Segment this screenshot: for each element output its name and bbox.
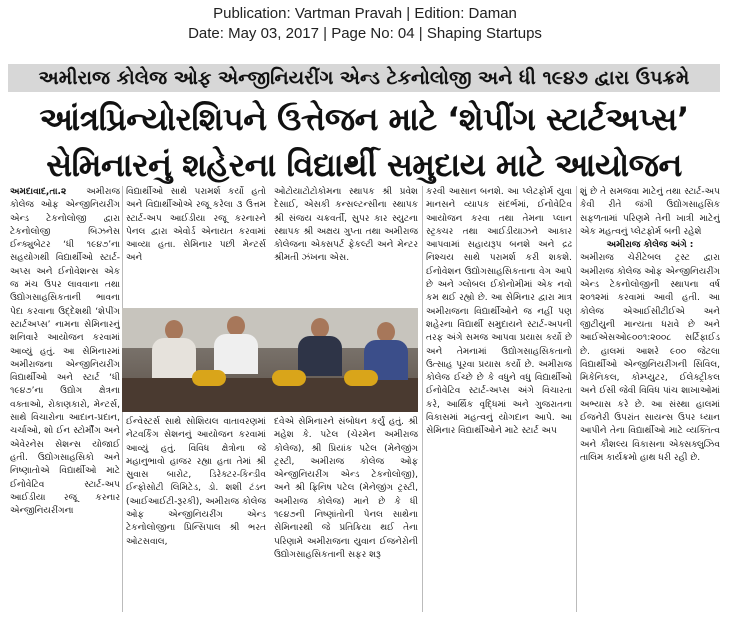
date-line: Date: May 03, 2017 | Page No: 04 | Shaping Startups xyxy=(188,25,542,42)
article-column-2-top xyxy=(126,186,266,306)
column-divider xyxy=(422,186,423,612)
photo-flowers xyxy=(344,370,378,386)
newspaper-clipping xyxy=(6,62,724,617)
column-divider xyxy=(576,186,577,612)
column-2-top-text: વિદ્યાર્થીઓ સાથે પરામર્શ કર્યો હતો અને વિદ્યાર્થીઓએ રજૂ કરેલા ૩ ઉત્તમ સ્ટાર્ટ-અપ આઈડીયા રજૂ કરનારને પેનલ દ્વારા એવોર્ડ એનાયત કરવામાં આવ્યા હતા. સેમિનાર પછી મેન્ટર્સ અને xyxy=(126,187,266,264)
article-column-3-bottom xyxy=(274,416,418,612)
article-column-4 xyxy=(426,186,572,612)
photo-flowers xyxy=(272,370,306,386)
column-4-text: કરવી આસાન બનશે. આ પ્લેટફોર્મ યુવા માનસને વ્યાપક સંદર્ભમાં, ઈનોવેટિવ આયોજન કરવા તથા તેમના પ્લાન સ્ટ્રક્ચર તથા આઈડીયાઝને આકાર આપવામાં સહાયરૂપ બનશે અને દ્રઢ નિશ્ચય સાથે પરામર્શ કરી શકશે. ઈનોવેશન ઉદ્યોગસાહસિકતાના વેગ આપે છે અને ગ્લોબલ ઈકોનોમીમાં એક નવો કમ થઈ રહ્યો છે. આ સેમિનાર દ્વારા માત્ર અમીરાજના વિદ્યાર્થીઓને જ નહીં પણ શહેરના વિદ્યાર્થી સમુદાયને સ્ટાર્ટ-અપની તરફ અંગે સમજ આપવા પ્રયાસ કર્યો છે અને તેમનામાં ઉદ્યોગસાહસિકતાનો ઉત્સાહ પૂરવા પ્રયાસ કર્યો છે. અમીરાજ કોલેજ ઈચ્છે છે કે વધુને વધુ વિદ્યાર્થીઓ ઈનોવેટિવ સ્ટાર્ટ-અપ્સ અંગે વિચારતા કરે, આર્થિક વૃદ્ધિમાં અને ગુજરાતના વિકાસમાં મહત્વનું યોગદાન આપે. આ સેમિનાર વિદ્યાર્થીઓને માટે સ્ટાર્ટ અપ xyxy=(426,187,572,437)
headline-line-1: આંત્રપ્રિન્યોરશિપને ઉત્તેજન માટે ‘શેપીંગ સ્ટાર્ટઅપ્સ’ xyxy=(39,100,689,138)
dateline: અમદાવાદ,તા.૨ xyxy=(10,187,67,197)
column-1-text: અમીરાજ કોલેજ ઓફ એન્જીનિયરીંગ એન્ડ ટેકનોલોજી દ્વારા ટેકનોલોજી બિઝનેસ ઈન્ક્યુબેટર ‘ધી ૧૯૪૭’ના સહયોગથી વિદ્યાર્થીઓ સ્ટાર્ટ-અપ્સ અને ઈનોવેશન્સ એક જ મંચ ઉપર લાવવાના તથા ઉદ્યોગસાહસિકતાની ભાવના પેદા કરવાના ઉદ્દેશથી ‘શેપીંગ સ્ટાર્ટઅપ્સ’ નામના સેમિનારનું શનિવારે આયોજન કરવામાં આવ્યું હતું. આ સેમિનારમાં અમીરાજના એન્જીનિયરીંગ વિદ્યાર્થીઓ અને સ્ટાર્ટ ‘ધી ૧૯૪૭’ના ઉદ્યોગ ક્ષેત્રના વક્તાઓ, રોકાણકારો, મેન્ટર્સ, સાથે વિચારોના આદાન-પ્રદાન, ચર્ચાઓ, શો ઈન સ્ટોર્મીંગ અને એવેરનેસ સેશન્સ યોજાઈ હતી. ઉદ્યોગસાહસિકો અને નિષ્ણાતોએ વિદ્યાર્થીઓ માટે ઈનોવેટિવ સ્ટાર્ટ-અપ આઈડીયા રજૂ કરનાર એન્જીનિયરીંગના xyxy=(10,187,120,517)
column-3-top-text: ઓટોયાટોટોકોમના સ્થાપક શ્રી પ્રવેશ દેસાઈ, એસકી કન્સલ્ટન્સીના સ્થાપક શ્રી સંજય ચક્રવર્તી, સુપર કાર સ્યુટના સ્થાપક શ્રી અક્ષય ગુપ્તા તથા અમીરાજ કોલેજના એક્સપર્ટ ફેકલ્ટી અને મેન્ટર શ્રીમતી ઝંખના એસ. xyxy=(274,187,418,264)
headline-line-2: સેમિનારનું શહેરના વિદ્યાર્થી સમુદાય માટે આયોજન xyxy=(46,146,682,184)
column-5-text-2: અમીરાજ ચેરીટેબલ ટ્રસ્ટ દ્વારા અમીરાજ કોલેજ ઓફ એન્જીનિયરીંગ એન્ડ ટેકનોલોજીની સ્થાપના વર્ષ ૨૦૧૨માં કરવામાં આવી હતી. આ કોલેજ એઆઈસીટીઈએ અને જીટીયુની માન્યતા ધરાવે છે અને આઈએસઓ૯૦૦૧:૨૦૦૮ સર્ટિફાઈડ છે. હાલમાં આશરે ૯૦૦ જેટલા વિદ્યાર્થીઓ એન્જીનિયરીંગની સિવિલ, મિકેનિકલ, કોમ્પ્યુટર, ઈલેક્ટ્રીકલ અને ઈસી જેવી વિવિધ પાંચ શાખાઓમાં અભ્યાસ કરે છે. આ સંસ્થા હાલમાં ઈજનેરી ઉપરાંત સાયન્સ ઉપર ધ્યાન આપીને તેના વિદ્યાર્થીઓ માટે વ્યક્તિત્વ અને કૌશલ્ય વિકાસના એક્સક્લુઝિવ તાલિમ કાર્યક્રમો હાથ ધરી રહી છે. xyxy=(580,253,720,463)
article-column-2-bottom xyxy=(126,416,266,612)
column-3-bottom-text: દવેએ સેમિનારને સંબોધન કર્યું હતું. શ્રી મહેશ કે. પટેલ (ચેરમેન અમીરાજ કોલેજ), શ્રી પ્રિયાંક પટેલ (મેનેજીંગ ટ્રસ્ટી, અમીરાજ કોલેજ ઓફ એન્જીનિયરીંગ એન્ડ ટેકનોલોજી), અને શ્રી ફ્રિનિષ પટેલ (મેનેજીંગ ટ્રસ્ટી, અમીરાજ કોલેજ) માને છે કે ધી ૧૯૪૭ની નિષ્ણાંતોની પેનલ સાથેના સેમિનારથી જે પ્રતિક્રિયા થઈ તેના પરિણામે અમીરાજના યુવાન ઈજનેરોની ઉદ્યોગસાહસિકતાની સફર શરૂ xyxy=(274,417,418,560)
article-column-3-top xyxy=(274,186,418,306)
article-kicker: અમીરાજ કોલેજ ઓફ એન્જીનિયરીંગ એન્ડ ટેકનોલોજી અને ધી ૧૯૪૭ દ્વારા ઉપક્રમે xyxy=(8,64,720,92)
seminar-photo xyxy=(122,308,418,412)
article-column-1 xyxy=(10,186,120,612)
publication-info xyxy=(0,4,730,44)
column-5-text: શું છે તે સમજવા માટેનું તથા સ્ટાર્ટ-અપ કેવી રીતે જંગી ઉદ્યોગસાહસિક સફળતામાં પરિણમે તેની ખાત્રી માટેનું એક મહત્વનું પ્લેટફોર્મ બની રહેશે xyxy=(580,187,720,237)
column-5-subhead: અમીરાજ કોલેજ અંગે : xyxy=(606,240,694,251)
column-2-bottom-text: ઈન્વેસ્ટર્સ સાથે સોશિયલ વાતાવરણમાં નેટવર્કિંગ સેશનનું આયોજન કરવામાં આવ્યું હતું. વિવિધ ક્ષેત્રોના જે મહાનુભાવો હાજર રહ્યા હતા તેમાં શ્રી સુવાસ બારોટ, ડિરેક્ટર-કિન્ડીવ ઈન્ફોસોટી લિમિટેડ, ડો. શશી ટંડન (આઈઆઈટી-રૂરકી), અમીરાજ કોલેજ ઓફ એન્જીનિયરીંગ એન્ડ ટેકનોલોજીના પ્રિન્સિપાલ શ્રી ભરત ઓટસવાલ, xyxy=(126,417,266,547)
photo-flowers xyxy=(192,370,226,386)
publication-line: Publication: Vartman Pravah | Edition: Daman xyxy=(213,5,517,22)
article-column-5 xyxy=(580,186,720,612)
